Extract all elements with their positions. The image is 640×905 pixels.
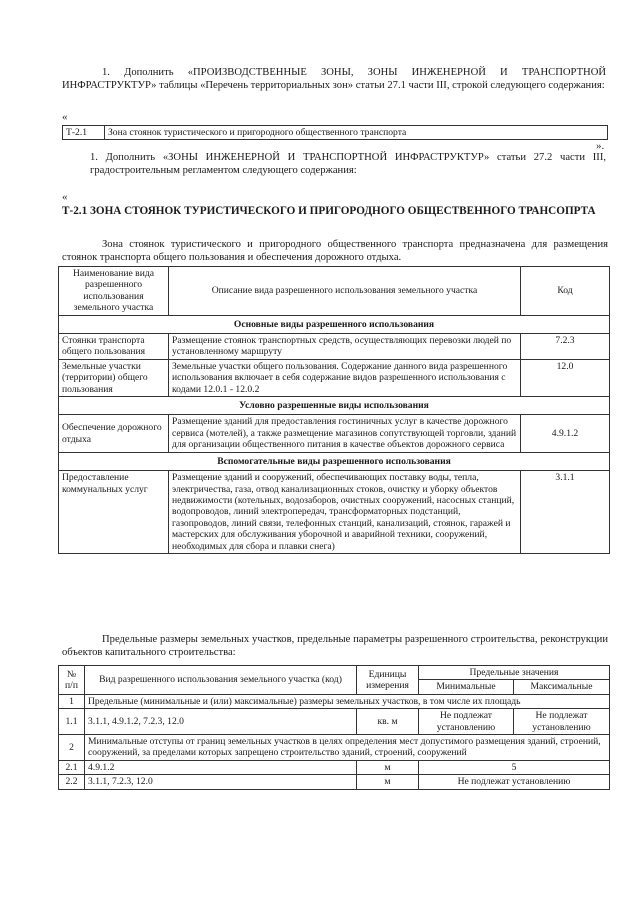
use-name: Стоянки транспорта общего пользования (59, 334, 169, 360)
table-row (59, 735, 610, 761)
use-code: 12.0 (521, 359, 610, 396)
table-row (59, 709, 610, 735)
table-row (59, 334, 610, 360)
limits-table (58, 665, 610, 790)
zone-heading: Т-2.1 ЗОНА СТОЯНОК ТУРИСТИЧЕСКОГО И ПРИГОРОДНОГО ОБЩЕСТВЕННОГО ТРАНСОПРТА (62, 205, 596, 217)
open-quote-1: « (62, 111, 68, 123)
row-num: 2.1 (59, 760, 85, 774)
table-row (59, 415, 610, 452)
use-code: 4.9.1.2 (521, 415, 610, 452)
row-value: Не подлежат установлению (419, 775, 610, 789)
zone-name: Зона стоянок туристического и пригородного общественного транспорта (105, 126, 608, 140)
table-header-row (59, 267, 610, 316)
zone-description: Зона стоянок туристического и пригородного общественного транспорта предназначена для размещения стоянок транспорта общего пользования и обеспечения дорожного отдыха. (62, 239, 608, 263)
col-header-code: Код (521, 267, 610, 316)
permitted-uses-table (58, 266, 610, 554)
row-kind: 3.1.1, 7.2.3, 12.0 (85, 775, 357, 789)
use-code: 3.1.1 (521, 471, 610, 554)
row-section-text: Минимальные отступы от границ земельных участков в целях определения мест допустимого размещения зданий, строений, сооружений, за пределами которых запрещено строительство зданий, строений, сооружений (85, 735, 610, 761)
row-kind: 3.1.1, 4.9.1.2, 7.2.3, 12.0 (85, 709, 357, 735)
row-num: 2.2 (59, 775, 85, 789)
use-description: Земельные участки общего пользования. Содержание данного вида разрешенного использования включает в себя содержание видов разрешенного использования с кодами 12.0.1 - 12.0.2 (169, 359, 521, 396)
use-description: Размещение зданий и сооружений, обеспечивающих поставку воды, тепла, электричества, газа, отвод канализационных стоков, очистку и уборку объектов недвижимости (котельных, водозаборов, очистных сооружений, насосных станций, водопроводов, линий электропередач, трансформаторных подстанций, газопроводов, линий связи, телефонных станций, канализаций, стоянок, гаражей и мастерских для обслуживания уборочной и аварийной техники, сооружений, необходимых для сбора и плавки снега) (169, 471, 521, 554)
col-header-name: Наименование вида разрешенного использования земельного участка (59, 267, 169, 316)
row-value: 5 (419, 760, 610, 774)
row-min: Не подлежат установлению (419, 709, 514, 735)
open-quote-2: « (62, 191, 68, 203)
use-code: 7.2.3 (521, 334, 610, 360)
table-row (59, 471, 610, 554)
table-header-row (59, 666, 610, 680)
row-num: 1.1 (59, 709, 85, 735)
zone-row-table (62, 125, 608, 140)
col-header-limits: Предельные значения (419, 666, 610, 680)
table-row (63, 126, 608, 140)
table-row (59, 775, 610, 789)
zone-code: Т-2.1 (63, 126, 105, 140)
table-row (59, 694, 610, 708)
close-quote-1: ». (596, 140, 605, 152)
use-name: Предоставление коммунальных услуг (59, 471, 169, 554)
row-units: м (357, 775, 419, 789)
row-num: 1 (59, 694, 85, 708)
col-header-max: Максимальные (514, 680, 610, 694)
group-title-main: Основные виды разрешенного использования (59, 315, 610, 333)
col-header-min: Минимальные (419, 680, 514, 694)
row-max: Не подлежат установлению (514, 709, 610, 735)
group-title-auxiliary: Вспомогательные виды разрешенного использования (59, 452, 610, 470)
table-row (59, 359, 610, 396)
use-name: Обеспечение дорожного отдыха (59, 415, 169, 452)
table-row (59, 760, 610, 774)
row-units: кв. м (357, 709, 419, 735)
row-num: 2 (59, 735, 85, 761)
row-units: м (357, 760, 419, 774)
col-header-description: Описание вида разрешенного использования земельного участка (169, 267, 521, 316)
use-description: Размещение стоянок транспортных средств, осуществляющих перевозки людей по установленному маршруту (169, 334, 521, 360)
intro-paragraph-1: 1. Дополнить «ПРОИЗВОДСТВЕННЫЕ ЗОНЫ, ЗОНЫ ИНЖЕНЕРНОЙ И ТРАНСПОРТНОЙ ИНФРАСТРУКТУР» таблицы «Перечень территориальных зон» статьи 27.1 части III, строкой следующего содержания: (62, 67, 606, 91)
col-header-kind: Вид разрешенного использования земельного участка (код) (85, 666, 357, 695)
group-row (59, 315, 610, 333)
col-header-num: № п/п (59, 666, 85, 695)
row-kind: 4.9.1.2 (85, 760, 357, 774)
use-name: Земельные участки (территории) общего пользования (59, 359, 169, 396)
intro-paragraph-2: 1. Дополнить «ЗОНЫ ИНЖЕНЕРНОЙ И ТРАНСПОРТНОЙ ИНФРАСТРУКТУР» статьи 27.2 части III, градостроительным регламентом следующего содержания: (90, 152, 606, 176)
use-description: Размещение зданий для предоставления гостиничных услуг в качестве дорожного сервиса (мотелей), а также размещение магазинов сопутствующей торговли, зданий для организации общественного питания в качестве объектов дорожного сервиса (169, 415, 521, 452)
group-title-conditional: Условно разрешенные виды использования (59, 397, 610, 415)
limits-intro: Предельные размеры земельных участков, предельные параметры разрешенного строительства, реконструкции объектов капитального строительства: (62, 634, 608, 658)
group-row (59, 397, 610, 415)
row-section-text: Предельные (минимальные и (или) максимальные) размеры земельных участков, в том числе их площадь (85, 694, 610, 708)
group-row (59, 452, 610, 470)
col-header-units: Единицы измерения (357, 666, 419, 695)
